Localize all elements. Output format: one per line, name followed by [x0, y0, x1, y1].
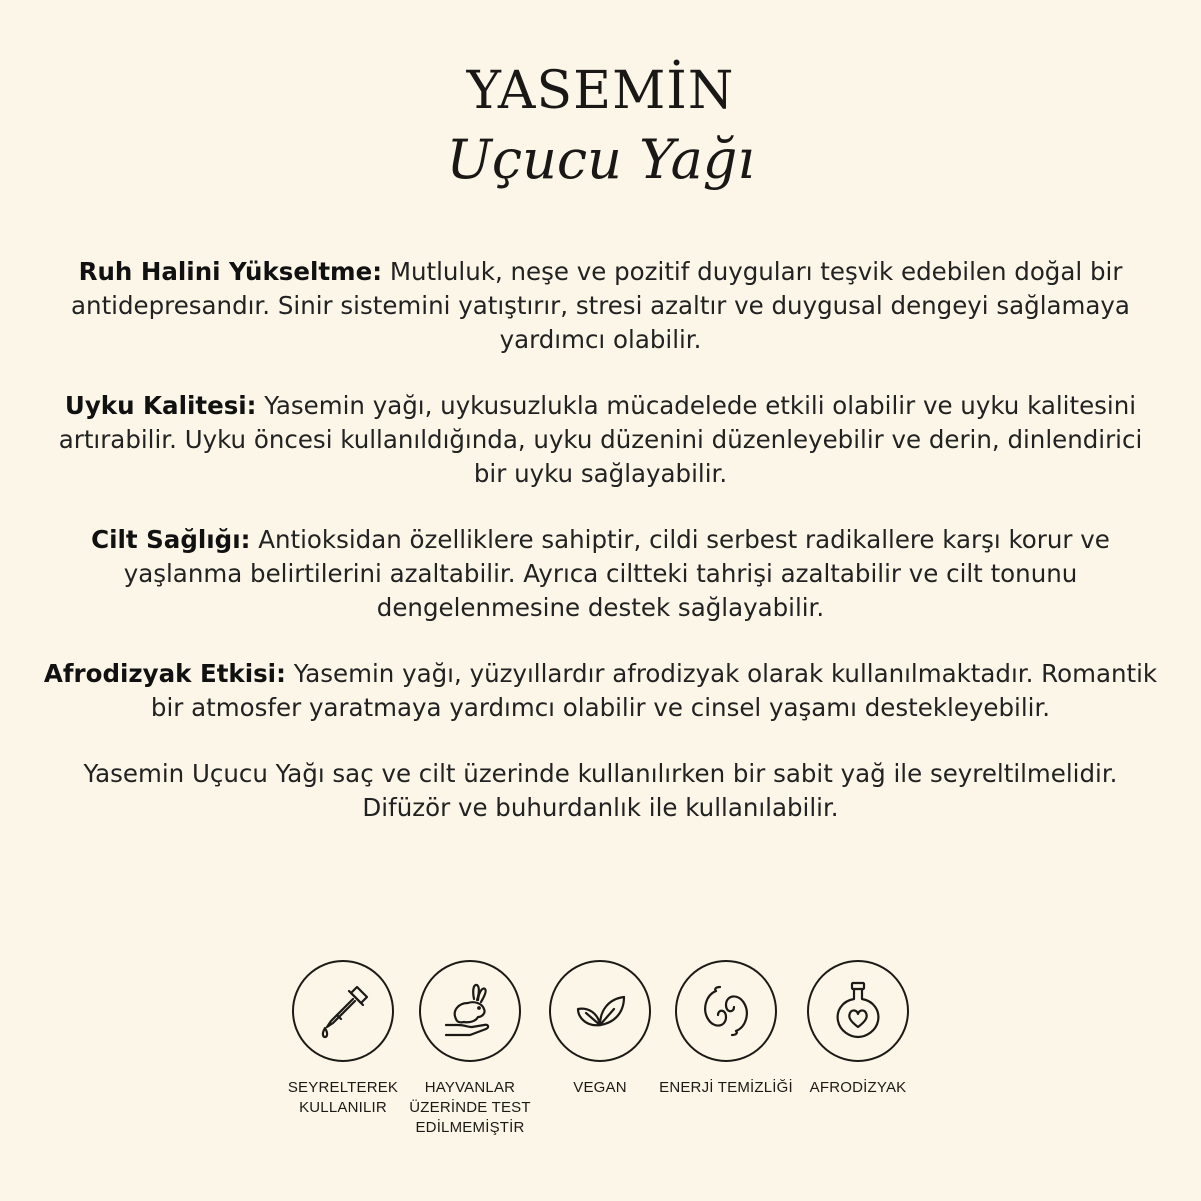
- badge-energy: [656, 960, 796, 1098]
- dropper-icon: [313, 981, 373, 1041]
- badge-label: ENERJİ TEMİZLİĞİ: [659, 1079, 793, 1096]
- section-title: Uyku Kalitesi:: [64, 391, 257, 420]
- badge-label: AFRODİZYAK: [809, 1079, 907, 1096]
- section-body: Mutluluk, neşe ve pozitif duyguları teşvik edebilen doğal bir antidepresandır. Sinir sistemini yatıştırır, stresi azaltır ve duygusal dengeyi sağlamaya yardımcı olabilir.: [71, 257, 1130, 354]
- badge-dilute: [273, 960, 413, 1118]
- badge-circle: [292, 960, 394, 1062]
- section-title: Afrodizyak Etkisi:: [43, 659, 286, 688]
- section-body: Yasemin yağı, uykusuzlukla mücadelede etkili olabilir ve uyku kalitesini artırabilir. Uyku öncesi kullanıldığında, uyku düzenini düzenleyebilir ve derin, dinlendirici bir uyku sağlayabilir.: [58, 391, 1143, 488]
- energy-swirl-icon: [696, 981, 756, 1041]
- benefits-text: [40, 255, 1161, 825]
- badge-cruelty-free: [400, 960, 540, 1138]
- badge-vegan: [530, 960, 670, 1098]
- section-skin: [40, 523, 1161, 625]
- section-title: Cilt Sağlığı:: [91, 525, 251, 554]
- product-subtitle: Uçucu Yağı: [446, 128, 755, 191]
- usage-note-line: Yasemin Uçucu Yağı saç ve cilt üzerinde kullanılırken bir sabit yağ ile seyreltilmelidir.: [83, 759, 1118, 788]
- rabbit-hand-icon: [440, 981, 500, 1041]
- section-title: Ruh Halini Yükseltme:: [78, 257, 383, 286]
- section-body: Yasemin yağı, yüzyıllardır afrodizyak olarak kullanılmaktadır. Romantik bir atmosfer yaratmaya yardımcı olabilir ve cinsel yaşamı destekleyebilir.: [150, 659, 1158, 722]
- section-body: Antioksidan özelliklere sahiptir, cildi serbest radikallere karşı korur ve yaşlanma belirtilerini azaltabilir. Ayrıca ciltteki tahrişi azaltabilir ve cilt tonunu dengelenmesine destek sağlayabilir.: [123, 525, 1110, 622]
- section-sleep: [40, 389, 1161, 491]
- badge-label: HAYVANLAR ÜZERİNDE TEST EDİLMEMİŞTİR: [409, 1079, 531, 1136]
- usage-note: [40, 757, 1161, 825]
- heart-bottle-icon: [828, 981, 888, 1041]
- badge-label: SEYRELTEREK KULLANILIR: [287, 1079, 399, 1116]
- usage-note-line: Difüzör ve buhurdanlık ile kullanılabilir.: [362, 793, 839, 822]
- section-mood: [40, 255, 1161, 357]
- feature-badges: [0, 960, 1201, 1160]
- brand-title: YASEMİN: [466, 61, 735, 121]
- badge-circle: [807, 960, 909, 1062]
- badge-circle: [419, 960, 521, 1062]
- badge-label: VEGAN: [573, 1079, 627, 1096]
- badge-aphrodisiac: [788, 960, 928, 1098]
- badge-circle: [549, 960, 651, 1062]
- section-aphrodisiac: [40, 657, 1161, 725]
- leaf-icon: [570, 981, 630, 1041]
- badge-circle: [675, 960, 777, 1062]
